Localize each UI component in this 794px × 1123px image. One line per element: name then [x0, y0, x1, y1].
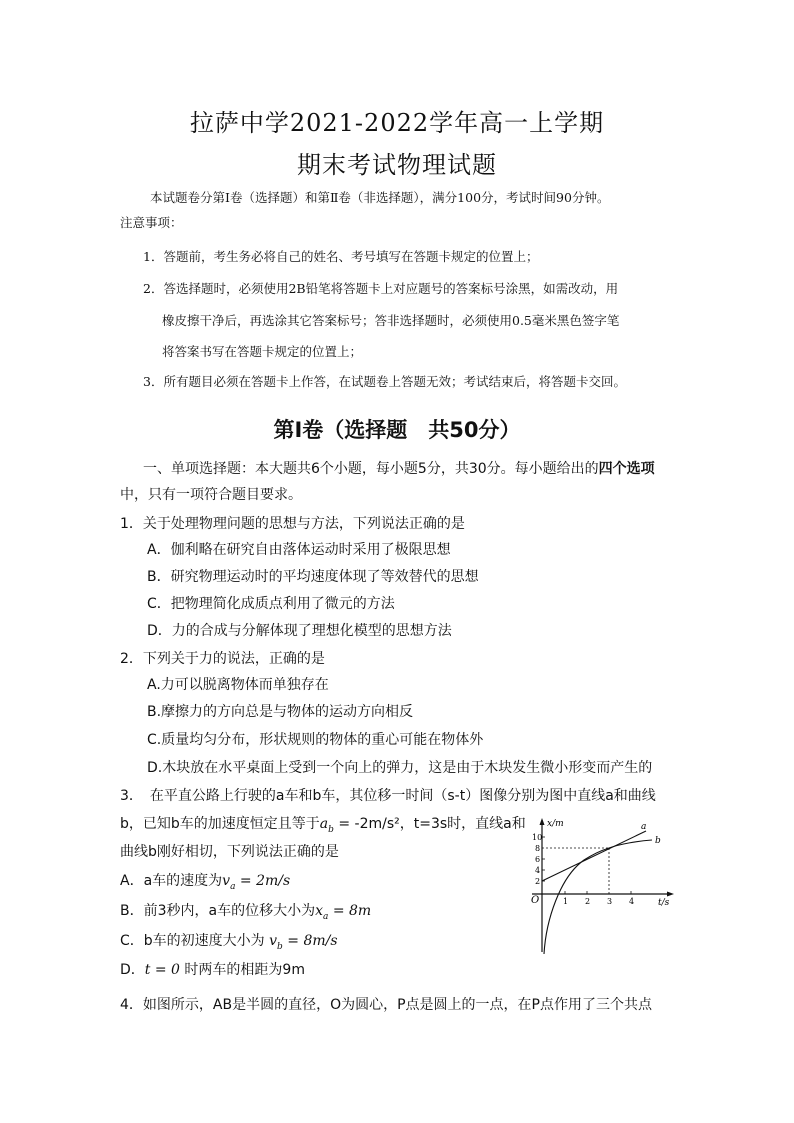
intro-text: 本试题卷分第Ⅰ卷（选择题）和第Ⅱ卷（非选择题），满分100分，考试时间90分钟。	[150, 190, 610, 205]
q3-option-a-text: A．a车的速度为	[120, 873, 223, 889]
q1-option-b: B．研究物理运动时的平均速度体现了等效替代的思想	[147, 569, 479, 585]
q3-option-a: A．a车的速度为$v_a = 2m/s$	[120, 873, 291, 892]
section-title: 第Ⅰ卷（选择题 共50分）	[273, 418, 521, 442]
y-tick-10: 10	[532, 833, 543, 842]
notice-item-1: 1．答题前，考生务必将自己的姓名、考号填写在答题卡规定的位置上；	[143, 249, 539, 264]
x-tick-4: 4	[629, 897, 635, 906]
q3-option-d-value: = 0	[154, 962, 180, 978]
q4-stem: 4．如图所示，AB是半圆的直径，O为圆心，P点是圆上的一点，在P点作用了三个共点	[120, 997, 652, 1013]
q3-option-c-text: C．b车的初速度大小为	[120, 933, 265, 949]
q2-option-b: B.摩擦力的方向总是与物体的运动方向相反	[147, 704, 414, 720]
q3-option-d: D．t = 0 时两车的相距为9m	[120, 962, 305, 978]
q3-option-b-value: = 8m	[332, 903, 372, 919]
y-axis-label: x/m	[547, 819, 564, 829]
q3-option-d-post: 时两车的相距为9m	[184, 962, 305, 978]
q3-stem-line2: b，已知b车的加速度恒定且等于$a_b = -2m/s^2$，t=3s时，直线a和	[120, 816, 526, 835]
q1-option-c: C．把物理简化成质点利用了微元的方法	[147, 596, 395, 612]
y-tick-2: 2	[535, 877, 541, 886]
q2-option-d: D.木块放在水平桌面上受到一个向上的弹力，这是由于木块发生微小形变而产生的	[147, 760, 653, 776]
q3-stem-line1: 3． 在平直公路上行驶的a车和b车，其位移一时间（s-t）图像分别为图中直线a和曲线	[120, 788, 656, 804]
q3-position-time-graph	[518, 812, 678, 962]
q3-option-c-value: = 8m/s	[287, 933, 338, 949]
y-tick-6: 6	[535, 855, 541, 864]
page-title: 拉萨中学2021-2022学年高一上学期	[189, 109, 605, 137]
x-axis-label: t/s	[658, 898, 670, 908]
q3-option-d-text: D．	[120, 962, 145, 978]
x-tick-2: 2	[585, 897, 591, 906]
y-axis-arrow-icon	[540, 818, 545, 825]
q3-option-b-text: B．前3秒内，a车的位移大小为	[120, 903, 316, 919]
q3-option-b: B．前3秒内，a车的位移大小为$x_a = 8m$	[120, 903, 372, 922]
part1-emphasis: 四个选项	[598, 461, 655, 477]
notice-item-2-cont: 橡皮擦干净后，再选涂其它答案标号；答非选择题时，必须使用0.5毫米黑色签字笔	[162, 313, 620, 328]
notice-item-3: 3．所有题目必须在答题卡上作答，在试题卷上答题无效；考试结束后，将答题卡交回。	[143, 374, 626, 389]
line-a-label: a	[641, 822, 647, 832]
q2-option-a: A.力可以脱离物体而单独存在	[147, 677, 329, 693]
q2-option-c: C.质量均匀分布，形状规则的物体的重心可能在物体外	[147, 732, 484, 748]
y-tick-8: 8	[535, 844, 541, 853]
q3-option-a-value: = 2m/s	[239, 873, 291, 889]
q3-stem-text: b，已知b车的加速度恒定且等于	[120, 816, 320, 832]
notice-item-2: 2．答选择题时，必须使用2B铅笔将答题卡上对应题号的答案标号涂黑，如需改动，用	[143, 281, 619, 296]
x-tick-3: 3	[607, 897, 613, 906]
y-tick-4: 4	[535, 866, 541, 875]
origin-label: O	[531, 895, 540, 906]
part1-text: 一、单项选择题：本大题共6个小题，每小题5分，共30分。每小题给出的	[143, 461, 599, 477]
page-subtitle: 期末考试物理试题	[297, 151, 497, 179]
x-tick-1: 1	[563, 897, 569, 906]
q3-accel-value: = -2m/s²，t=3s时，直线a和	[338, 816, 526, 832]
notice-item-2-cont2: 将答案书写在答题卡规定的位置上；	[162, 344, 363, 359]
q2-stem: 2．下列关于力的说法，正确的是	[120, 651, 325, 667]
line-a	[542, 831, 646, 881]
notice-heading: 注意事项：	[120, 215, 183, 230]
part1-instructions-line2: 中，只有一项符合题目要求。	[120, 487, 302, 503]
curve-b	[544, 840, 652, 954]
x-axis-arrow-icon	[667, 892, 674, 897]
q3-stem-line3: 曲线b刚好相切，下列说法正确的是	[120, 844, 339, 860]
q1-stem: 1．关于处理物理问题的思想与方法，下列说法正确的是	[120, 516, 465, 532]
q1-option-a: A．伽利略在研究自由落体运动时采用了极限思想	[147, 542, 451, 558]
part1-instructions	[143, 458, 655, 478]
curve-b-label: b	[655, 836, 661, 846]
q3-option-c: C．b车的初速度大小为 $v_b = 8m/s$	[120, 933, 338, 952]
q1-option-d: D．力的合成与分解体现了理想化模型的思想方法	[147, 623, 452, 639]
